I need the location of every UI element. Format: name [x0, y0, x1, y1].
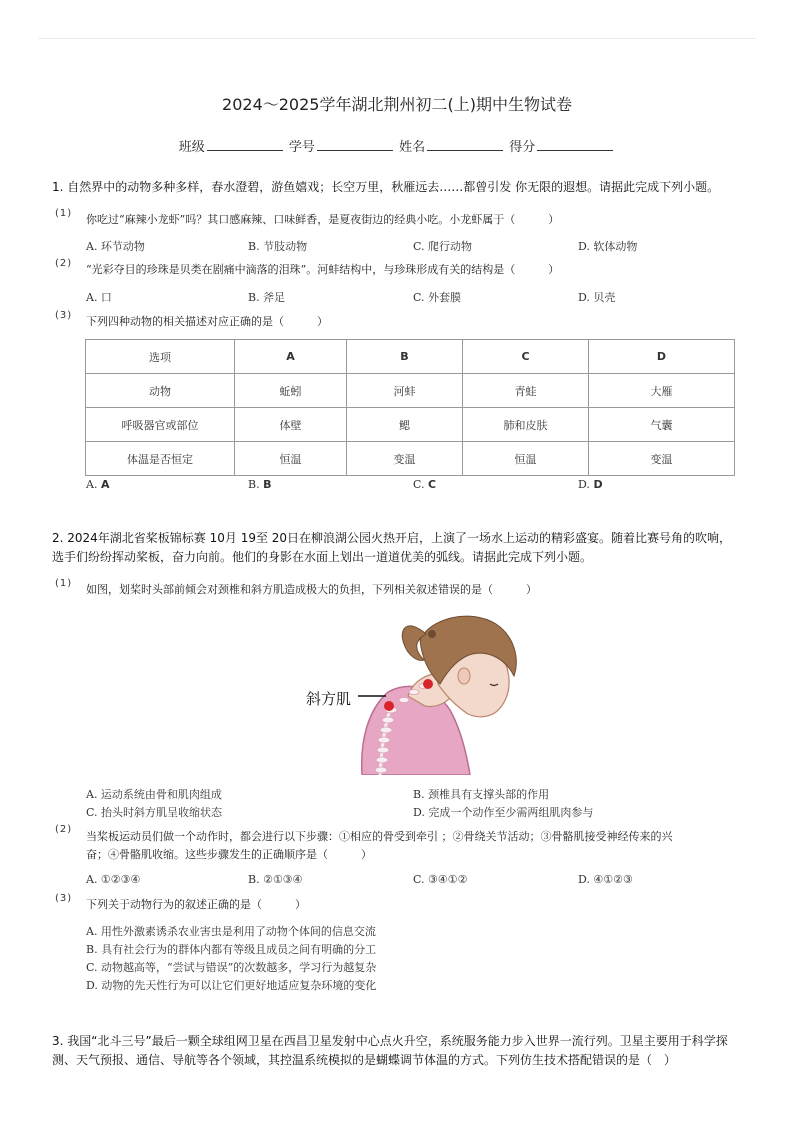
page-top-rule [38, 38, 756, 39]
q1-sub2-option-d[interactable]: D. 贝壳 [578, 291, 616, 304]
q2-sub2-number: (2) [55, 824, 73, 835]
student-info-line [0, 136, 794, 155]
table-cell: 动物 [86, 374, 235, 408]
q1-sub2-option-a[interactable]: A. 口 [86, 291, 112, 304]
table-cell: 恒温 [235, 442, 347, 476]
q1-sub2-text: “光彩夺目的珍珠是贝类在剧痛中滴落的泪珠”。河蚌结构中，与珍珠形成有关的结构是（ ） [86, 263, 560, 276]
q1-sub1-option-a[interactable]: A. 环节动物 [86, 240, 145, 253]
table-cell: 体壁 [235, 408, 347, 442]
table-cell: 呼吸器官或部位 [86, 408, 235, 442]
class-label: 班级 [178, 140, 205, 155]
table-cell: 青蛙 [463, 374, 589, 408]
option-value: B [263, 478, 272, 491]
q2-sub2-option-d[interactable]: D. ④①②③ [578, 873, 633, 886]
question-3-stem-line1: 3. 我国“北斗三号”最后一颗全球组网卫星在西昌卫星发射中心点火升空，系统服务能力步入世界一流行列。卫星主要用于科学探 [52, 1034, 728, 1048]
option-prefix: C. [413, 478, 425, 491]
table-cell: 大雁 [589, 374, 735, 408]
q2-sub1-number: (1) [55, 578, 73, 589]
q1-sub1-option-d[interactable]: D. 软体动物 [578, 240, 638, 253]
question-1-stem: 1. 自然界中的动物多种多样，春水澄碧，游鱼嬉戏；长空万里，秋雁远去……都曾引发 你无限的遐想。请据此完成下列小题。 [52, 180, 720, 194]
table-cell: 河蚌 [347, 374, 463, 408]
table-header-cell: A [235, 340, 347, 374]
table-row [86, 374, 735, 408]
q2-sub1-option-d[interactable]: D. 完成一个动作至少需两组肌肉参与 [413, 806, 594, 819]
q1-sub3-option-c[interactable] [413, 478, 436, 491]
q1-sub3-option-b[interactable] [248, 478, 271, 491]
table-header-cell: C [463, 340, 589, 374]
q2-sub3-number: (3) [55, 893, 73, 904]
option-prefix: A. [86, 478, 98, 491]
question-3-stem-line2: 测、天气预报、通信、导航等各个领域，其控温系统模拟的是蝴蝶调节体温的方式。下列仿生技术搭配错误的是（ ） [52, 1053, 677, 1067]
number-label: 学号 [288, 140, 315, 155]
q1-sub2-option-c[interactable]: C. 外套膜 [413, 291, 462, 304]
option-prefix: B. [248, 478, 260, 491]
q1-sub3-option-d[interactable] [578, 478, 603, 491]
q1-sub1-text: 你吃过“麻辣小龙虾”吗？其口感麻辣、口味鲜香，是夏夜街边的经典小吃。小龙虾属于（ ） [86, 213, 560, 226]
q1-sub2-option-b[interactable]: B. 斧足 [248, 291, 286, 304]
table-header-row [86, 340, 735, 374]
table-row [86, 442, 735, 476]
q2-sub2-option-b[interactable]: B. ②①③④ [248, 873, 303, 886]
option-value: A [100, 478, 110, 491]
q2-sub1-option-b[interactable]: B. 颈椎具有支撑头部的作用 [413, 788, 550, 801]
score-label: 得分 [509, 140, 536, 155]
class-blank[interactable] [207, 138, 283, 151]
table-cell: 气囊 [589, 408, 735, 442]
name-label: 姓名 [399, 140, 426, 155]
q1-sub1-number: (1) [55, 208, 73, 219]
q1-sub1-option-c[interactable]: C. 爬行动物 [413, 240, 473, 253]
q2-sub2-option-c[interactable]: C. ③④①② [413, 873, 468, 886]
table-header-cell: D [589, 340, 735, 374]
page-title: 2024～2025学年湖北荆州初二(上)期中生物试卷 [222, 95, 572, 114]
q2-sub3-option-d[interactable]: D. 动物的先天性行为可以让它们更好地适应复杂环境的变化 [86, 979, 377, 992]
animal-comparison-table [85, 339, 735, 476]
q1-sub1-option-b[interactable]: B. 节肢动物 [248, 240, 308, 253]
q1-sub3-text: 下列四种动物的相关描述对应正确的是（ ） [86, 315, 328, 328]
name-blank[interactable] [427, 138, 503, 151]
question-2-stem-line2: 选手们纷纷挥动桨板，奋力向前。他们的身影在水面上划出一道道优美的弧线。请据此完成下列小题。 [52, 550, 593, 564]
table-cell: 鳃 [347, 408, 463, 442]
q2-sub3-text: 下列关于动物行为的叙述正确的是（ ） [86, 898, 306, 911]
q2-sub3-option-a[interactable]: A. 用性外激素诱杀农业害虫是利用了动物个体间的信息交流 [86, 925, 376, 938]
option-value: D [593, 478, 603, 491]
q2-sub2-text-line2: 奋；④骨骼肌收缩。这些步骤发生的正确顺序是（ ） [86, 848, 372, 861]
table-cell: 变温 [589, 442, 735, 476]
table-row [86, 408, 735, 442]
table-cell: 恒温 [463, 442, 589, 476]
number-blank[interactable] [317, 138, 393, 151]
q1-sub2-number: (2) [55, 258, 73, 269]
table-cell: 变温 [347, 442, 463, 476]
trapezius-label: 斜方肌 [306, 690, 352, 708]
q2-sub3-option-b[interactable]: B. 具有社会行为的群体内都有等级且成员之间有明确的分工 [86, 943, 377, 956]
table-cell: 体温是否恒定 [86, 442, 235, 476]
q2-sub1-option-a[interactable]: A. 运动系统由骨和肌肉组成 [86, 788, 222, 801]
q2-sub3-option-c[interactable]: C. 动物越高等，“尝试与错误”的次数越多，学习行为越复杂 [86, 961, 377, 974]
table-header-cell: B [347, 340, 463, 374]
option-value: C [428, 478, 437, 491]
q2-sub2-option-a[interactable]: A. ①②③④ [86, 873, 141, 886]
q1-sub3-option-a[interactable] [86, 478, 109, 491]
score-blank[interactable] [537, 138, 613, 151]
table-cell: 蚯蚓 [235, 374, 347, 408]
q1-sub3-number: (3) [55, 310, 73, 321]
table-cell: 肺和皮肤 [463, 408, 589, 442]
table-header-cell: 选项 [86, 340, 235, 374]
question-2-stem-line1: 2. 2024年湖北省桨板锦标赛 10月 19至 20日在柳浪湖公园火热开启，上演了一场水上运动的精彩盛宴。随着比赛号角的吹响， [52, 531, 732, 545]
q2-sub1-option-c[interactable]: C. 抬头时斜方肌呈收缩状态 [86, 806, 223, 819]
q2-sub1-text: 如图，划桨时头部前倾会对颈椎和斜方肌造成极大的负担，下列相关叙述错误的是（ ） [86, 583, 537, 596]
q2-sub2-text-line1: 当桨板运动员们做一个动作时，都会进行以下步骤：①相应的骨受到牵引 ；②骨绕关节活动；③骨骼肌接受神经传来的兴 [86, 830, 673, 843]
option-prefix: D. [578, 478, 590, 491]
